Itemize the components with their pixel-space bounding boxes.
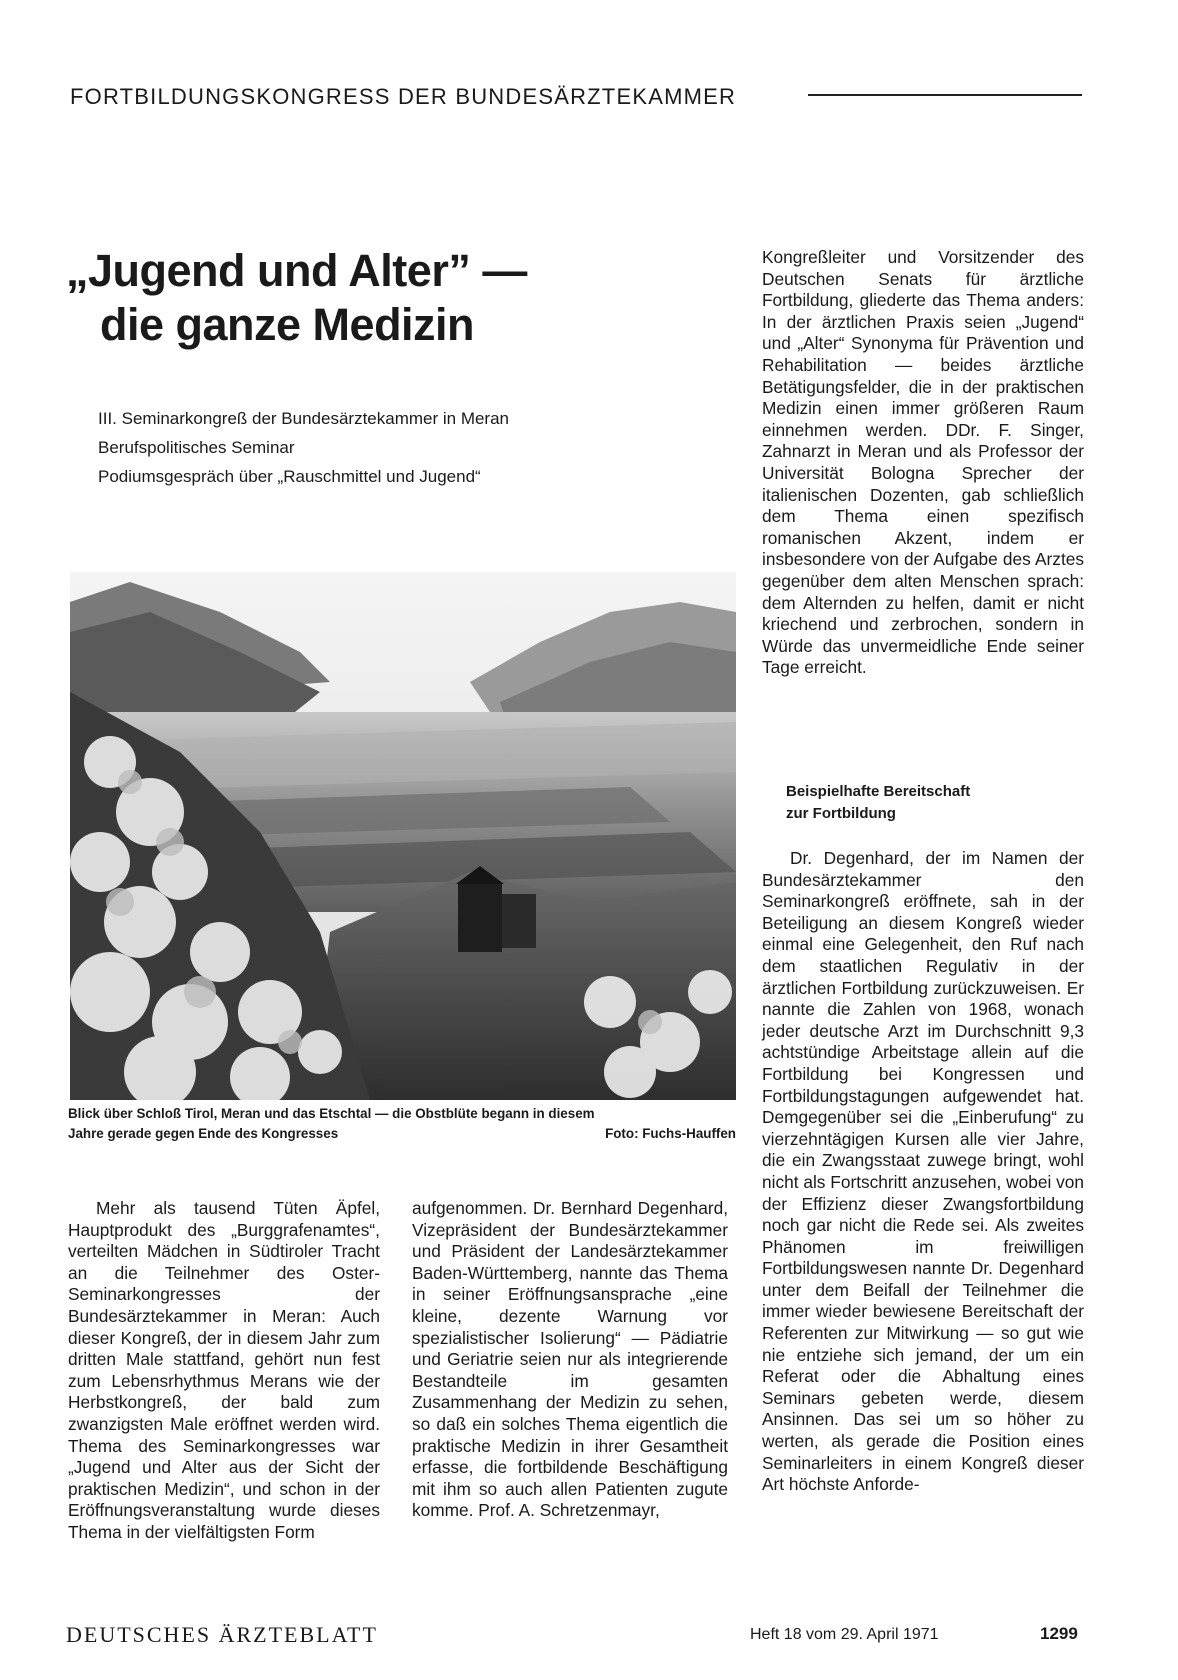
subtitle-line: Podiumsgespräch über „Rauschmittel und Jugend“ (98, 467, 481, 486)
publication-name: DEUTSCHES ÄRZTEBLATT (66, 1622, 378, 1647)
headline-line-2: die ganze Medizin (100, 299, 475, 350)
article-subtitles (98, 404, 509, 491)
page-number: 1299 (1040, 1624, 1078, 1643)
caption-row (68, 1104, 736, 1124)
subtitle-line: Berufspolitisches Seminar (98, 438, 295, 457)
caption-line-2: Jahre gerade gegen Ende des Kongresses (68, 1126, 339, 1141)
paragraph: Dr. Degenhard, der im Namen der Bundesärztekammer den Seminarkongreß eröffnete, sah in der Beteiligung an diesem Kongreß wieder einmal eine Gelegenheit, den Ruf nach dem staatlichen Regulativ in der ärztlichen Fortbildung zurückzuweisen. Er nannte die Zahlen von 1968, wonach jeder deutsche Arzt im Durchschnitt 9,3 achtstündige Arbeitstage allein auf die Fortbildung bei Kongressen und Fortbildungstagungen aufgewendet hat. Demgegenüber sei die „Einberufung“ zu vierzehntägigen Kursen alle vier Jahre, die ein Zwangsstaat zuwege bringt, wohl nicht als Fortschritt anzusehen, wobei von der Effizienz dieser Zwangsfortbildung noch gar nicht die Rede sei. Als zweites Phänomen im freiwilligen Fortbildungswesen nannte Dr. Degenhard unter dem Beifall der Teilnehmer die immer wieder bewiesene Bereitschaft der Referenten zur Mitwirkung — so gut wie nie entziehe sich jemand, der um ein Referat oder die Abhaltung eines Seminars gebeten werde, diesem Ansinnen. Das sei um so höher zu werten, als gerade die Position eines Seminarleiters in einem Kongreß dieser Art höchste Anforde- (762, 848, 1084, 1495)
text-column-left (68, 1198, 380, 1544)
photo-credit: Foto: Fuchs-Hauffen (605, 1126, 736, 1141)
header-rule (808, 94, 1082, 96)
paragraph: Mehr als tausend Tüten Äpfel, Hauptprodukt des „Burggrafenamtes“, verteilten Mädchen in Südtiroler Tracht an die Teilnehmer des Oster-Seminarkongresses der Bundesärztekammer in Meran: Auch dieser Kongreß, der in diesem Jahr zum dritten Male stattfand, gehört nun fest zum Lebensrhythmus Merans wie der Herbstkongreß, der bald zum zwanzigsten Male eröffnet werden wird. Thema des Seminarkongresses war „Jugend und Alter aus der Sicht der praktischen Medizin“, und schon in der Eröffnungsveranstaltung wurde dieses Thema in der vielfältigsten Form (68, 1198, 380, 1542)
subheading-line-2: zur Fortbildung (786, 805, 896, 822)
caption-line-1: Blick über Schloß Tirol, Meran und das Etschtal — die Obstblüte begann in diesem (68, 1106, 595, 1121)
text-column-right-bottom (762, 848, 1084, 1496)
issue-info: Heft 18 vom 29. April 1971 (750, 1626, 939, 1643)
headline-line-1: „Jugend und Alter” — (66, 245, 527, 296)
paragraph: Kongreßleiter und Vorsitzender des Deutschen Senats für ärztliche Fortbildung, gliederte das Thema anders: In der ärztlichen Praxis seien „Jugend“ und „Alter“ Synonyma für Prävention und Rehabilitation — beides ärztliche Betätigungsfelder, die in der praktischen Medizin einen immer größeren Raum einnehmen werden. DDr. F. Singer, Zahnarzt in Meran und als Professor der Universität Bologna Sprecher der italienischen Dozenten, gab schließlich dem Thema einen spezifisch romanischen Akzent, indem er insbesondere von der Aufgabe des Arztes gegenüber dem alten Menschen sprach: dem Alternden zu helfen, damit er nicht kriechend und zerbrochen, sondern in Würde das unvermeidliche Ende seiner Tage erreicht. (762, 247, 1084, 678)
subheading-line-1: Beispielhafte Bereitschaft (786, 783, 971, 800)
landscape-photo (70, 572, 736, 1100)
text-column-right-top (762, 247, 1084, 679)
paragraph: aufgenommen. Dr. Bernhard Degenhard, Vizepräsident der Bundesärztekammer und Präsident der Landesärztekammer Baden-Württemberg, nannte das Thema in seiner Eröffnungsansprache „eine kleine, dezente Warnung vor spezialistischer Isolierung“ — Pädiatrie und Geriatrie seien nur als integrierende Bestandteile im gesamten Zusammenhang der Medizin zu sehen, so daß ein solches Thema eigentlich die praktische Medizin in ihrer Gesamtheit erfasse, die fortbildende Beschäftigung mit ihm so auch allen Patienten zugute komme. Prof. A. Schretzenmayr, (412, 1198, 728, 1521)
text-column-middle (412, 1198, 728, 1522)
subtitle-line: III. Seminarkongreß der Bundesärztekammer in Meran (98, 409, 510, 428)
section-header: FORTBILDUNGSKONGRESS DER BUNDESÄRZTEKAMMER (70, 84, 737, 109)
photo-caption (68, 1104, 736, 1144)
article-headline (66, 244, 686, 352)
caption-row (68, 1124, 736, 1144)
section-subheading (786, 781, 970, 825)
